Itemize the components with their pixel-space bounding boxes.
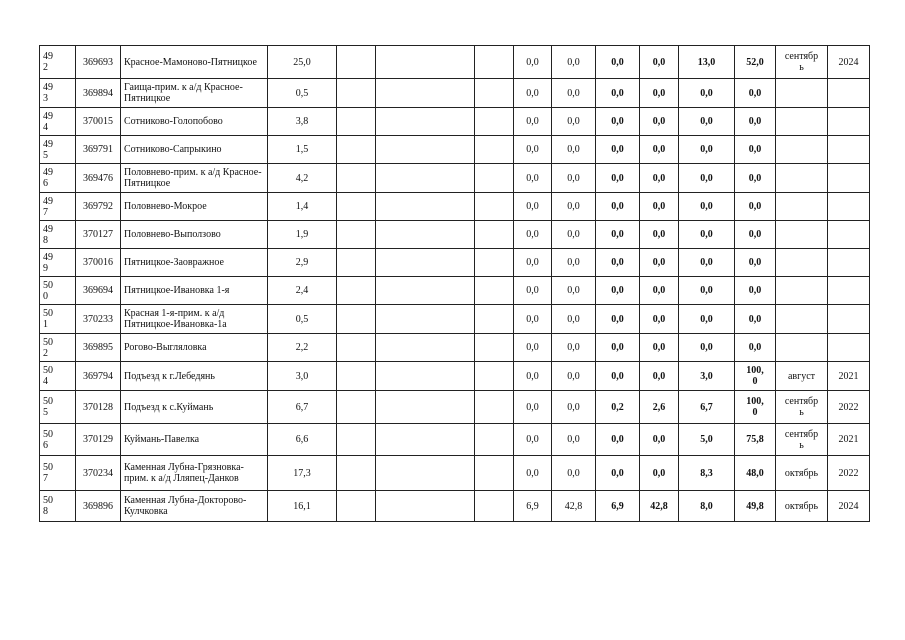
cell-empty-a: [337, 46, 376, 79]
road-length: 16,1: [268, 491, 337, 522]
cell-empty-c: [475, 164, 514, 193]
road-code: 369895: [76, 334, 121, 362]
value-2: 0,0: [552, 221, 596, 249]
cell-empty-a: [337, 277, 376, 305]
value-4: 0,0: [640, 249, 679, 277]
repair-year: [828, 193, 870, 221]
value-1: 0,0: [514, 164, 552, 193]
value-6: 0,0: [735, 108, 776, 136]
value-1: 0,0: [514, 424, 552, 456]
value-6: 75,8: [735, 424, 776, 456]
value-5: 3,0: [679, 362, 735, 391]
road-length: 2,2: [268, 334, 337, 362]
cell-empty-c: [475, 424, 514, 456]
value-4: 0,0: [640, 164, 679, 193]
repair-month: [776, 193, 828, 221]
value-5: 0,0: [679, 305, 735, 334]
road-code: 370129: [76, 424, 121, 456]
value-3: 0,0: [596, 249, 640, 277]
table-row: [40, 305, 870, 334]
road-code: 369894: [76, 79, 121, 108]
road-code: 369896: [76, 491, 121, 522]
cell-empty-a: [337, 362, 376, 391]
value-6: 0,0: [735, 164, 776, 193]
repair-year: 2024: [828, 46, 870, 79]
repair-month: [776, 249, 828, 277]
cell-empty-a: [337, 491, 376, 522]
value-2: 0,0: [552, 79, 596, 108]
cell-empty-a: [337, 221, 376, 249]
value-1: 0,0: [514, 305, 552, 334]
cell-empty-b: [376, 46, 475, 79]
repair-month: [776, 334, 828, 362]
value-5: 0,0: [679, 136, 735, 164]
repair-year: [828, 305, 870, 334]
value-1: 0,0: [514, 46, 552, 79]
road-name: Рогово-Выгляловка: [121, 334, 268, 362]
road-name: Половнево-Мокрое: [121, 193, 268, 221]
cell-empty-c: [475, 277, 514, 305]
road-length: 6,7: [268, 391, 337, 424]
cell-empty-b: [376, 249, 475, 277]
repair-month: август: [776, 362, 828, 391]
road-length: 1,9: [268, 221, 337, 249]
repair-month: [776, 108, 828, 136]
cell-empty-c: [475, 305, 514, 334]
cell-empty-b: [376, 334, 475, 362]
value-2: 0,0: [552, 136, 596, 164]
table-row: [40, 46, 870, 79]
value-6: 0,0: [735, 136, 776, 164]
cell-empty-c: [475, 249, 514, 277]
repair-month: сентябр ь: [776, 424, 828, 456]
value-1: 0,0: [514, 249, 552, 277]
road-name: Красная 1-я-прим. к а/д Пятницкое-Ивановка-1а: [121, 305, 268, 334]
table-row: [40, 221, 870, 249]
table-row: [40, 277, 870, 305]
value-1: 0,0: [514, 193, 552, 221]
table-body: [40, 46, 870, 522]
value-3: 0,0: [596, 305, 640, 334]
value-5: 0,0: [679, 277, 735, 305]
cell-empty-c: [475, 108, 514, 136]
row-number: 50 5: [40, 391, 76, 424]
value-6: 49,8: [735, 491, 776, 522]
cell-empty-a: [337, 456, 376, 491]
value-2: 0,0: [552, 334, 596, 362]
value-4: 2,6: [640, 391, 679, 424]
table-row: [40, 108, 870, 136]
table-row: [40, 164, 870, 193]
repair-year: 2021: [828, 362, 870, 391]
value-6: 100, 0: [735, 391, 776, 424]
road-name: Сотниково-Голопобово: [121, 108, 268, 136]
value-3: 0,0: [596, 221, 640, 249]
cell-empty-c: [475, 221, 514, 249]
repair-year: [828, 164, 870, 193]
value-4: 0,0: [640, 108, 679, 136]
road-length: 3,0: [268, 362, 337, 391]
value-5: 0,0: [679, 221, 735, 249]
road-length: 17,3: [268, 456, 337, 491]
value-6: 0,0: [735, 221, 776, 249]
repair-year: 2021: [828, 424, 870, 456]
road-code: 369476: [76, 164, 121, 193]
cell-empty-a: [337, 305, 376, 334]
road-code: 370127: [76, 221, 121, 249]
row-number: 50 2: [40, 334, 76, 362]
repair-year: [828, 334, 870, 362]
value-3: 0,0: [596, 136, 640, 164]
value-3: 0,0: [596, 79, 640, 108]
value-3: 6,9: [596, 491, 640, 522]
value-3: 0,0: [596, 164, 640, 193]
road-code: 370233: [76, 305, 121, 334]
value-2: 0,0: [552, 249, 596, 277]
cell-empty-b: [376, 193, 475, 221]
value-3: 0,0: [596, 193, 640, 221]
table-row: [40, 456, 870, 491]
cell-empty-b: [376, 391, 475, 424]
road-name: Половнево-прим. к а/д Красное-Пятницкое: [121, 164, 268, 193]
value-5: 8,3: [679, 456, 735, 491]
value-4: 0,0: [640, 456, 679, 491]
value-3: 0,0: [596, 424, 640, 456]
cell-empty-c: [475, 79, 514, 108]
repair-month: октябрь: [776, 491, 828, 522]
value-6: 0,0: [735, 249, 776, 277]
repair-year: 2022: [828, 391, 870, 424]
value-3: 0,0: [596, 456, 640, 491]
value-6: 52,0: [735, 46, 776, 79]
repair-year: [828, 136, 870, 164]
table-row: [40, 249, 870, 277]
cell-empty-a: [337, 136, 376, 164]
table-row: [40, 193, 870, 221]
road-code: 370016: [76, 249, 121, 277]
value-6: 48,0: [735, 456, 776, 491]
roads-table: [39, 45, 870, 522]
road-name: Куймань-Павелка: [121, 424, 268, 456]
value-2: 0,0: [552, 424, 596, 456]
value-2: 0,0: [552, 193, 596, 221]
value-1: 0,0: [514, 456, 552, 491]
value-6: 0,0: [735, 334, 776, 362]
road-name: Пятницкое-Ивановка 1-я: [121, 277, 268, 305]
repair-year: [828, 108, 870, 136]
repair-month: [776, 136, 828, 164]
road-code: 370015: [76, 108, 121, 136]
row-number: 50 6: [40, 424, 76, 456]
cell-empty-b: [376, 277, 475, 305]
value-5: 6,7: [679, 391, 735, 424]
value-3: 0,0: [596, 108, 640, 136]
value-2: 0,0: [552, 164, 596, 193]
cell-empty-b: [376, 221, 475, 249]
row-number: 50 8: [40, 491, 76, 522]
value-6: 0,0: [735, 193, 776, 221]
value-2: 0,0: [552, 305, 596, 334]
repair-month: [776, 164, 828, 193]
value-3: 0,0: [596, 46, 640, 79]
cell-empty-a: [337, 164, 376, 193]
cell-empty-b: [376, 79, 475, 108]
row-number: 49 2: [40, 46, 76, 79]
row-number: 49 4: [40, 108, 76, 136]
table-row: [40, 334, 870, 362]
value-2: 0,0: [552, 391, 596, 424]
value-5: 0,0: [679, 164, 735, 193]
road-length: 2,4: [268, 277, 337, 305]
value-4: 0,0: [640, 193, 679, 221]
cell-empty-b: [376, 362, 475, 391]
road-name: Красное-Мамоново-Пятницкое: [121, 46, 268, 79]
value-3: 0,0: [596, 277, 640, 305]
value-2: 42,8: [552, 491, 596, 522]
cell-empty-b: [376, 456, 475, 491]
cell-empty-a: [337, 193, 376, 221]
cell-empty-a: [337, 424, 376, 456]
repair-year: 2022: [828, 456, 870, 491]
cell-empty-c: [475, 456, 514, 491]
row-number: 50 7: [40, 456, 76, 491]
row-number: 49 3: [40, 79, 76, 108]
cell-empty-b: [376, 491, 475, 522]
road-code: 369694: [76, 277, 121, 305]
road-length: 2,9: [268, 249, 337, 277]
road-name: Подъезд к с.Куймань: [121, 391, 268, 424]
road-code: 369794: [76, 362, 121, 391]
value-1: 0,0: [514, 391, 552, 424]
value-6: 0,0: [735, 277, 776, 305]
cell-empty-c: [475, 334, 514, 362]
value-5: 5,0: [679, 424, 735, 456]
value-3: 0,0: [596, 362, 640, 391]
repair-year: [828, 277, 870, 305]
value-3: 0,0: [596, 334, 640, 362]
value-6: 0,0: [735, 79, 776, 108]
row-number: 50 4: [40, 362, 76, 391]
value-5: 0,0: [679, 334, 735, 362]
value-4: 0,0: [640, 221, 679, 249]
repair-month: [776, 79, 828, 108]
value-4: 0,0: [640, 277, 679, 305]
road-length: 0,5: [268, 79, 337, 108]
repair-month: сентябр ь: [776, 391, 828, 424]
road-name: Каменная Лубна-Докторово-Кулчковка: [121, 491, 268, 522]
cell-empty-c: [475, 193, 514, 221]
value-2: 0,0: [552, 362, 596, 391]
value-5: 8,0: [679, 491, 735, 522]
row-number: 49 9: [40, 249, 76, 277]
repair-year: [828, 249, 870, 277]
value-1: 0,0: [514, 362, 552, 391]
road-length: 1,4: [268, 193, 337, 221]
cell-empty-c: [475, 46, 514, 79]
cell-empty-a: [337, 334, 376, 362]
value-3: 0,2: [596, 391, 640, 424]
table-row: [40, 491, 870, 522]
value-1: 6,9: [514, 491, 552, 522]
row-number: 50 1: [40, 305, 76, 334]
value-5: 0,0: [679, 249, 735, 277]
value-2: 0,0: [552, 108, 596, 136]
value-1: 0,0: [514, 79, 552, 108]
value-4: 0,0: [640, 334, 679, 362]
repair-year: 2024: [828, 491, 870, 522]
table-row: [40, 391, 870, 424]
value-4: 0,0: [640, 46, 679, 79]
road-code: 369792: [76, 193, 121, 221]
value-4: 0,0: [640, 79, 679, 108]
cell-empty-b: [376, 136, 475, 164]
value-2: 0,0: [552, 277, 596, 305]
cell-empty-c: [475, 362, 514, 391]
road-length: 0,5: [268, 305, 337, 334]
road-name: Сотниково-Сапрыкино: [121, 136, 268, 164]
table-row: [40, 79, 870, 108]
cell-empty-c: [475, 136, 514, 164]
table-row: [40, 362, 870, 391]
cell-empty-a: [337, 79, 376, 108]
road-name: Пятницкое-Заовражное: [121, 249, 268, 277]
table-row: [40, 136, 870, 164]
cell-empty-b: [376, 108, 475, 136]
road-code: 369791: [76, 136, 121, 164]
cell-empty-b: [376, 164, 475, 193]
table-row: [40, 424, 870, 456]
cell-empty-b: [376, 305, 475, 334]
row-number: 49 7: [40, 193, 76, 221]
value-5: 0,0: [679, 79, 735, 108]
value-1: 0,0: [514, 108, 552, 136]
value-1: 0,0: [514, 277, 552, 305]
cell-empty-a: [337, 108, 376, 136]
road-length: 4,2: [268, 164, 337, 193]
value-4: 0,0: [640, 305, 679, 334]
repair-month: [776, 277, 828, 305]
value-1: 0,0: [514, 221, 552, 249]
row-number: 49 5: [40, 136, 76, 164]
cell-empty-c: [475, 491, 514, 522]
row-number: 49 8: [40, 221, 76, 249]
value-4: 0,0: [640, 136, 679, 164]
road-length: 3,8: [268, 108, 337, 136]
cell-empty-c: [475, 391, 514, 424]
cell-empty-a: [337, 391, 376, 424]
repair-year: [828, 221, 870, 249]
repair-year: [828, 79, 870, 108]
road-name: Половнево-Выползово: [121, 221, 268, 249]
road-length: 25,0: [268, 46, 337, 79]
road-code: 370128: [76, 391, 121, 424]
value-2: 0,0: [552, 456, 596, 491]
road-code: 369693: [76, 46, 121, 79]
cell-empty-b: [376, 424, 475, 456]
value-5: 0,0: [679, 108, 735, 136]
value-2: 0,0: [552, 46, 596, 79]
value-4: 42,8: [640, 491, 679, 522]
value-5: 13,0: [679, 46, 735, 79]
cell-empty-a: [337, 249, 376, 277]
repair-month: октябрь: [776, 456, 828, 491]
road-name: Гаища-прим. к а/д Красное-Пятницкое: [121, 79, 268, 108]
value-6: 0,0: [735, 305, 776, 334]
value-1: 0,0: [514, 334, 552, 362]
value-4: 0,0: [640, 424, 679, 456]
value-4: 0,0: [640, 362, 679, 391]
value-5: 0,0: [679, 193, 735, 221]
road-code: 370234: [76, 456, 121, 491]
road-name: Подъезд к г.Лебедянь: [121, 362, 268, 391]
road-length: 6,6: [268, 424, 337, 456]
road-name: Каменная Лубна-Грязновка-прим. к а/д Лляпец-Данков: [121, 456, 268, 491]
repair-month: [776, 305, 828, 334]
repair-month: сентябр ь: [776, 46, 828, 79]
repair-month: [776, 221, 828, 249]
row-number: 50 0: [40, 277, 76, 305]
road-length: 1,5: [268, 136, 337, 164]
row-number: 49 6: [40, 164, 76, 193]
value-6: 100, 0: [735, 362, 776, 391]
value-1: 0,0: [514, 136, 552, 164]
